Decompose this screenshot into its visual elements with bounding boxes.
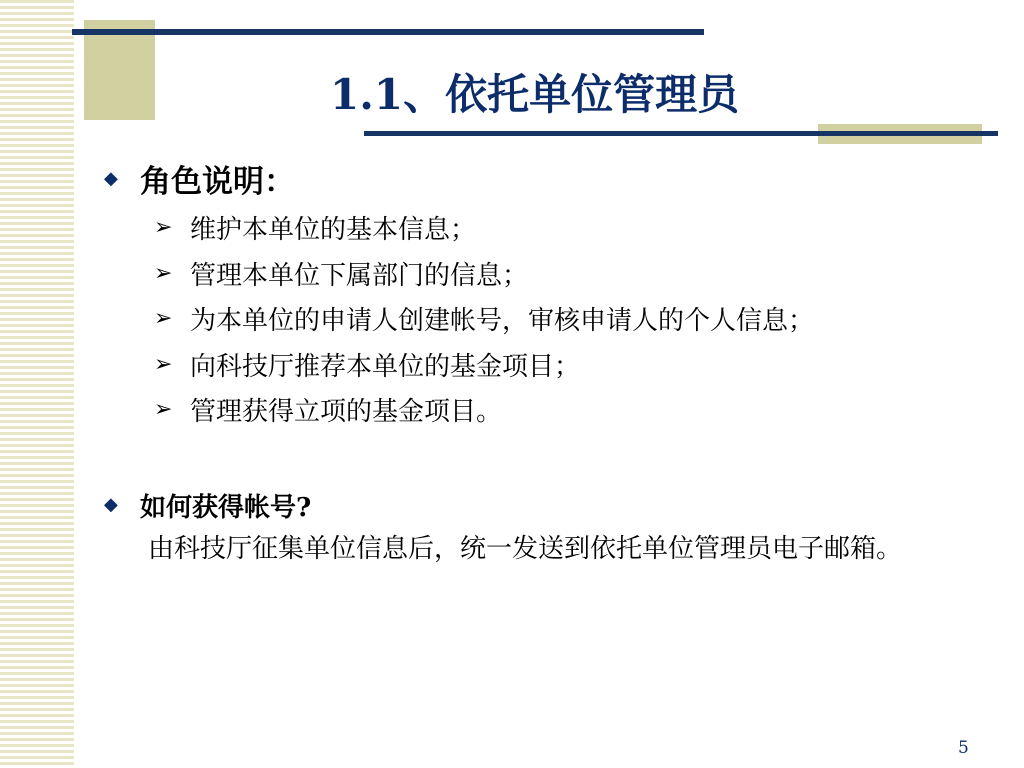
list-item-text: 管理本单位下属部门的信息； — [190, 260, 529, 291]
title-underline-rule — [364, 131, 998, 136]
arrow-bullet-icon: ➢ — [154, 306, 173, 332]
slide-title: 1.1、依托单位管理员 — [330, 70, 740, 119]
account-heading-row — [104, 487, 1004, 524]
role-heading-row — [104, 156, 1004, 201]
arrow-bullet-icon: ➢ — [154, 397, 173, 423]
slide-content — [104, 156, 1004, 568]
list-item-text: 为本单位的申请人创建帐号，审核申请人的个人信息； — [190, 306, 815, 337]
list-item — [154, 205, 1004, 251]
arrow-bullet-icon: ➢ — [154, 215, 173, 241]
arrow-bullet-icon: ➢ — [154, 260, 173, 286]
role-list — [154, 205, 1004, 433]
top-rule — [72, 29, 704, 35]
diamond-bullet-icon: ◆ — [104, 167, 118, 189]
list-item-text: 向科技厅推荐本单位的基金项目； — [190, 351, 581, 382]
list-item — [154, 251, 1004, 297]
list-item — [154, 387, 1004, 433]
header-block-decoration — [84, 20, 155, 120]
page-number: 5 — [958, 738, 969, 758]
account-heading: 如何获得帐号? — [140, 492, 312, 523]
account-paragraph: 由科技厅征集单位信息后，统一发送到依托单位管理员电子邮箱。 — [148, 533, 903, 564]
left-stripe-decoration — [0, 0, 74, 768]
role-heading: 角色说明： — [140, 164, 295, 200]
list-item — [154, 296, 1004, 342]
list-item-text: 维护本单位的基本信息； — [190, 215, 477, 246]
arrow-bullet-icon: ➢ — [154, 351, 173, 377]
list-item — [154, 342, 1004, 388]
diamond-bullet-icon: ◆ — [104, 494, 118, 515]
list-item-text: 管理获得立项的基金项目。 — [190, 397, 503, 428]
